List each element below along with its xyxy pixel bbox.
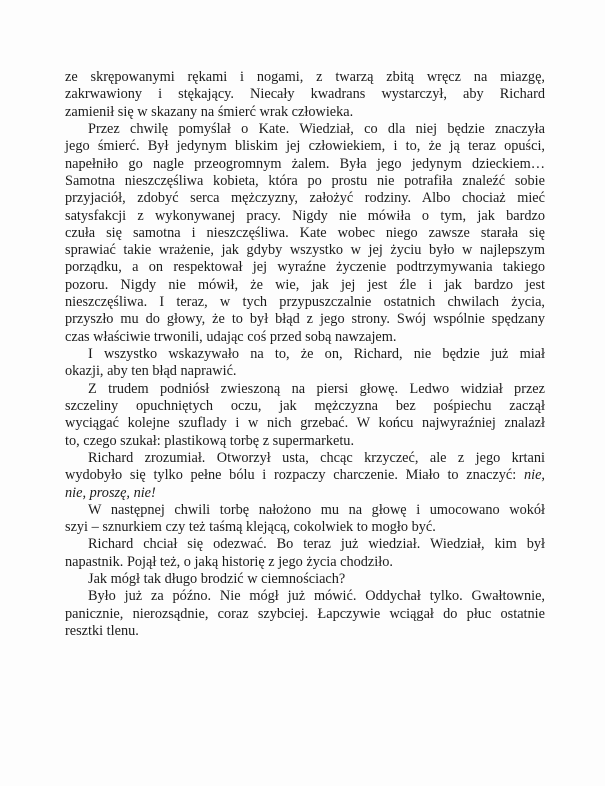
text-line xyxy=(65,502,545,519)
text-run: I wszystko wskazywało na to, że on, Richard, nie będzie już miał xyxy=(88,346,545,362)
text-line xyxy=(65,467,545,484)
page-text xyxy=(65,69,545,640)
text-run: jego śmierć. Był jedynym bliskim jej człowiekiem, i to, że ją teraz opuści, xyxy=(65,138,545,155)
text-run: satysfakcji z wykonywanej pracy. Nigdy nie mówiła o tym, jak bardzo xyxy=(65,207,545,224)
text-run: resztki tlenu. xyxy=(65,623,139,639)
text-line xyxy=(65,208,545,225)
italic-run: nie, proszę, nie! xyxy=(65,484,156,501)
text-line xyxy=(65,346,545,363)
text-line xyxy=(65,415,545,432)
text-line xyxy=(65,485,545,502)
text-run: ze skrępowanymi rękami i nogami, z twarzą zbitą wręcz na miazgę, xyxy=(65,69,545,85)
text-run: Samotna nieszczęśliwa kobieta, która po prostu nie potrafiła znaleźć sobie xyxy=(65,172,545,189)
text-run: napastnik. Pojął też, o jaką historię z jego życia chodziło. xyxy=(65,553,393,570)
text-run: W następnej chwili torbę nałożono mu na głowę i umocowano wokół xyxy=(88,501,545,518)
text-run: Z trudem podniósł zwieszoną na piersi głowę. Ledwo widział przez xyxy=(88,380,545,397)
text-line xyxy=(65,156,545,173)
text-line xyxy=(65,623,545,640)
text-run: przyszło mu do głowy, że to był błąd z jego strony. Swój wspólnie spędzany xyxy=(65,311,545,328)
text-run: Jak mógł tak długo brodzić w ciemnościach? xyxy=(88,571,346,588)
text-line xyxy=(65,225,545,242)
text-run: nieszczęśliwa. I teraz, w tych przypuszczalnie ostatnich chwilach życia, xyxy=(65,294,545,311)
text-run: porządku, a on respektował jej wyraźne życzenie podtrzymywania takiego xyxy=(65,259,545,276)
text-line xyxy=(65,69,545,86)
text-line xyxy=(65,519,545,536)
text-run: zakrwawiony i stękający. Niecały kwadrans wystarczył, aby Richard xyxy=(65,86,545,103)
text-line xyxy=(65,104,545,121)
text-line xyxy=(65,311,545,328)
text-line xyxy=(65,121,545,138)
text-run: Richard chciał się odezwać. Bo teraz już wiedział. Wiedział, kim był xyxy=(88,536,545,553)
paragraph xyxy=(65,381,545,450)
text-run: zamienił się w skazany na śmierć wrak człowieka. xyxy=(65,103,354,120)
paragraph xyxy=(65,121,545,346)
paragraph xyxy=(65,571,545,588)
text-line xyxy=(65,606,545,623)
text-line xyxy=(65,138,545,155)
paragraph xyxy=(65,69,545,121)
text-line xyxy=(65,242,545,259)
text-line xyxy=(65,294,545,311)
text-run: przyjaciół, zdobyć serca mężczyzny, założyć rodziny. Albo chociaż mieć xyxy=(65,190,545,207)
text-line xyxy=(65,173,545,190)
text-run: okazji, aby ten błąd naprawić. xyxy=(65,363,237,380)
text-run: Richard zrozumiał. Otworzył usta, chcąc krzyczeć, ale z jego krtani xyxy=(88,449,545,466)
paragraph xyxy=(65,502,545,537)
text-line xyxy=(65,86,545,103)
text-line xyxy=(65,190,545,207)
text-line xyxy=(65,259,545,276)
text-run: wydobyło się tylko pełne bólu i rozpaczy charczenie. Miało to znaczyć: xyxy=(65,467,524,484)
text-line xyxy=(65,381,545,398)
text-line xyxy=(65,363,545,380)
paragraph xyxy=(65,536,545,571)
text-run: szczeliny opuchniętych oczu, jak mężczyzna bez pośpiechu zaczął xyxy=(65,397,545,414)
italic-run: nie, xyxy=(523,467,545,484)
paragraph xyxy=(65,346,545,381)
text-run: pozoru. Nigdy nie mówił, że wie, jak jej jest źle i jak bardzo jest xyxy=(65,276,545,293)
text-line xyxy=(65,450,545,467)
paragraph xyxy=(65,588,545,640)
text-run: panicznie, nierozsądnie, coraz szybciej. Łapczywie wciągał do płuc ostatnie xyxy=(65,605,545,622)
text-run: sprawiać takie wrażenie, jak gdyby wszystko w jej życiu było w najlepszym xyxy=(65,242,545,259)
text-run: czas właściwie trwonili, udając coś przed sobą nawzajem. xyxy=(65,328,397,345)
text-run: Było już za późno. Nie mógł już mówić. Oddychał tylko. Gwałtownie, xyxy=(88,588,545,605)
text-line xyxy=(65,277,545,294)
text-line xyxy=(65,588,545,605)
text-line xyxy=(65,571,545,588)
text-run: wyciągać kolejne szuflady i w nich grzebać. W końcu najwyraźniej znalazł xyxy=(65,415,545,432)
text-line xyxy=(65,433,545,450)
text-run: Przez chwilę pomyślał o Kate. Wiedział, co dla niej będzie znaczyła xyxy=(88,120,545,137)
text-line xyxy=(65,554,545,571)
paragraph xyxy=(65,450,545,502)
text-line xyxy=(65,536,545,553)
text-line xyxy=(65,329,545,346)
text-run: napełniło go nagle przeogromnym żalem. Była jego jedynym dzieckiem… xyxy=(65,155,545,172)
text-run: szyi – sznurkiem czy też taśmą klejącą, cokolwiek to mogło być. xyxy=(65,519,436,536)
text-line xyxy=(65,398,545,415)
text-run: to, czego szukał: plastikową torbę z supermarketu. xyxy=(65,432,355,449)
text-run: czuła się samotna i nieszczęśliwa. Kate wobec niego zawsze starała się xyxy=(65,224,545,241)
